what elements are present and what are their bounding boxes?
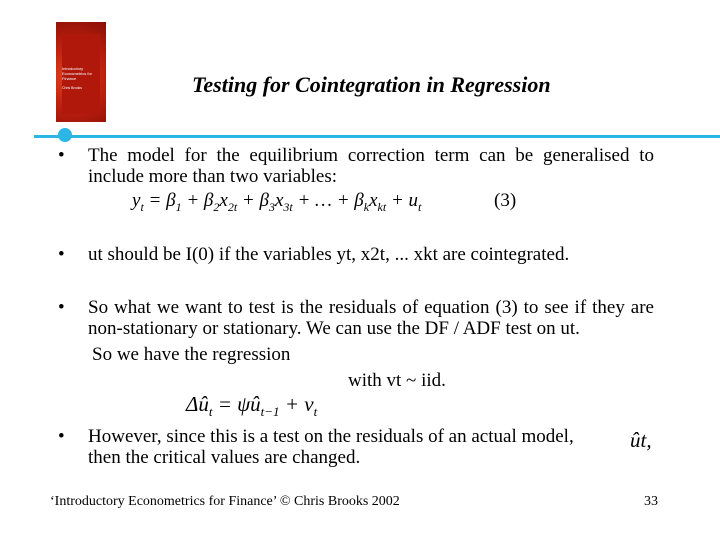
bullet-marker-3: • <box>58 297 65 318</box>
bullet-1-content: The model for the equilibrium correction term can be generalised to include more than two variables: <box>88 145 654 187</box>
bullet-marker-4: • <box>58 426 65 447</box>
residual-symbol: ût, <box>630 428 652 452</box>
bullet-4-line2: then the critical values are changed. <box>88 447 361 468</box>
bullet-marker-2: • <box>58 244 65 265</box>
bullet-marker-1: • <box>58 145 65 166</box>
bullet-3-line2: So we have the regression <box>92 344 291 365</box>
title-divider <box>34 135 720 138</box>
bullet-2-text: ut should be I(0) if the variables yt, x2t, ... xkt are cointegrated. <box>88 244 570 265</box>
equation-number: (3) <box>494 190 517 211</box>
equation-3 <box>132 190 532 215</box>
bullet-3-text: So what we want to test is the residuals of equation (3) to see if they are non-stationary or stationary. We can use the DF / ADF test on ut. <box>88 297 654 339</box>
regression-rendered: $\Delta û_t$ = $\psi û_{t-1} + v_t$ <box>186 392 318 420</box>
bullet-1-text <box>88 145 654 187</box>
page-number: 33 <box>644 494 658 509</box>
regression-equation <box>186 392 317 420</box>
book-cover-image <box>56 22 106 122</box>
divider-dot-icon <box>58 128 72 142</box>
bullet-3-line3: with vt ~ iid. <box>348 370 446 391</box>
footer-citation: ‘Introductory Econometrics for Finance’ © Chris Brooks 2002 <box>50 494 400 509</box>
equation-3-rendered: $y_t = \beta_1 + \beta_2x_{2t} + \beta_3x_{3t}$ + … + $\beta_kx_{kt} + u_t$ <box>132 190 422 214</box>
book-cover-title: Introductory Econometrics for Finance <box>62 66 93 81</box>
book-cover-author: Chris Brooks <box>62 86 83 90</box>
bullet-4-text: However, since this is a test on the residuals of an actual model, <box>88 426 574 447</box>
slide-title: Testing for Cointegration in Regression <box>192 72 551 97</box>
